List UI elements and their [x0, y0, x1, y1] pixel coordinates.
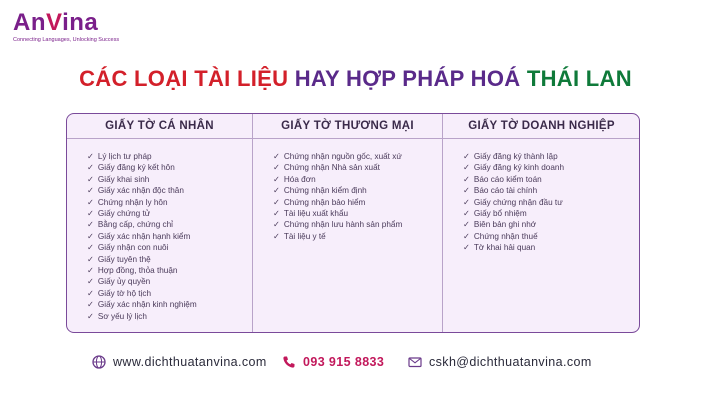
list-item: ✓ Chứng nhận Nhà sản xuất	[273, 162, 442, 173]
website-link[interactable]: www.dichthuatanvina.com	[113, 355, 267, 369]
column-heading: GIẤY TỜ CÁ NHÂN	[67, 114, 252, 139]
item-list	[67, 139, 252, 322]
list-item: ✓ Giấy tờ hộ tịch	[87, 288, 252, 299]
title-part-1: CÁC LOẠI TÀI LIỆU	[79, 66, 289, 91]
list-item: ✓ Giấy xác nhận độc thân	[87, 185, 252, 196]
list-item: ✓ Giấy xác nhận hạnh kiểm	[87, 231, 252, 242]
page-title	[0, 66, 711, 92]
list-item: ✓ Giấy chứng nhận đầu tư	[463, 197, 640, 208]
mail-icon	[408, 355, 422, 369]
list-item: ✓ Sơ yếu lý lịch	[87, 311, 252, 322]
list-item: ✓ Giấy nhận con nuôi	[87, 242, 252, 253]
list-item: ✓ Chứng nhận ly hôn	[87, 197, 252, 208]
list-item: ✓ Tờ khai hải quan	[463, 242, 640, 253]
list-item: ✓ Giấy đăng ký kinh doanh	[463, 162, 640, 173]
item-list	[253, 139, 442, 242]
logo-tagline: Connecting Languages, Unlocking Success	[13, 37, 120, 43]
list-item: ✓ Chứng nhận nguồn gốc, xuất xứ	[273, 151, 442, 162]
list-item: ✓ Hợp đồng, thỏa thuận	[87, 265, 252, 276]
list-item: ✓ Giấy ủy quyền	[87, 276, 252, 287]
phone-number[interactable]: 093 915 8833	[303, 355, 385, 369]
list-item: ✓ Hóa đơn	[273, 174, 442, 185]
list-item: ✓ Bằng cấp, chứng chỉ	[87, 219, 252, 230]
footer-website[interactable]	[92, 355, 267, 369]
list-item: ✓ Tài liệu y tế	[273, 231, 442, 242]
list-item: ✓ Giấy đăng ký kết hôn	[87, 162, 252, 173]
title-part-3: THÁI LAN	[526, 66, 632, 91]
logo-wordmark: AnVina	[13, 9, 99, 36]
list-item: ✓ Giấy tuyên thệ	[87, 254, 252, 265]
column-personal-documents	[67, 114, 252, 332]
column-heading: GIẤY TỜ THƯƠNG MẠI	[253, 114, 442, 139]
list-item: ✓ Chứng nhận lưu hành sản phẩm	[273, 219, 442, 230]
list-item: ✓ Báo cáo kiểm toán	[463, 174, 640, 185]
list-item: ✓ Báo cáo tài chính	[463, 185, 640, 196]
item-list	[443, 139, 640, 254]
footer-email[interactable]	[408, 355, 592, 369]
contact-footer	[0, 355, 711, 375]
column-business-documents	[442, 114, 640, 332]
document-types-table	[66, 113, 640, 333]
list-item: ✓ Giấy xác nhận kinh nghiệm	[87, 299, 252, 310]
brand-logo	[13, 10, 119, 43]
list-item: ✓ Giấy chứng tử	[87, 208, 252, 219]
list-item: ✓ Biên bản ghi nhớ	[463, 219, 640, 230]
title-part-2: HAY HỢP PHÁP HOÁ	[294, 66, 521, 91]
email-link[interactable]: cskh@dichthuatanvina.com	[429, 355, 592, 369]
column-commercial-documents	[252, 114, 442, 332]
list-item: ✓ Giấy bổ nhiệm	[463, 208, 640, 219]
globe-icon	[92, 355, 106, 369]
list-item: ✓ Chứng nhận bảo hiểm	[273, 197, 442, 208]
list-item: ✓ Giấy đăng ký thành lập	[463, 151, 640, 162]
list-item: ✓ Lý lịch tư pháp	[87, 151, 252, 162]
list-item: ✓ Tài liệu xuất khẩu	[273, 208, 442, 219]
phone-icon	[282, 355, 296, 369]
list-item: ✓ Chứng nhận thuế	[463, 231, 640, 242]
list-item: ✓ Giấy khai sinh	[87, 174, 252, 185]
column-heading: GIẤY TỜ DOANH NGHIỆP	[443, 114, 640, 139]
list-item: ✓ Chứng nhận kiểm định	[273, 185, 442, 196]
footer-phone[interactable]	[282, 355, 384, 369]
